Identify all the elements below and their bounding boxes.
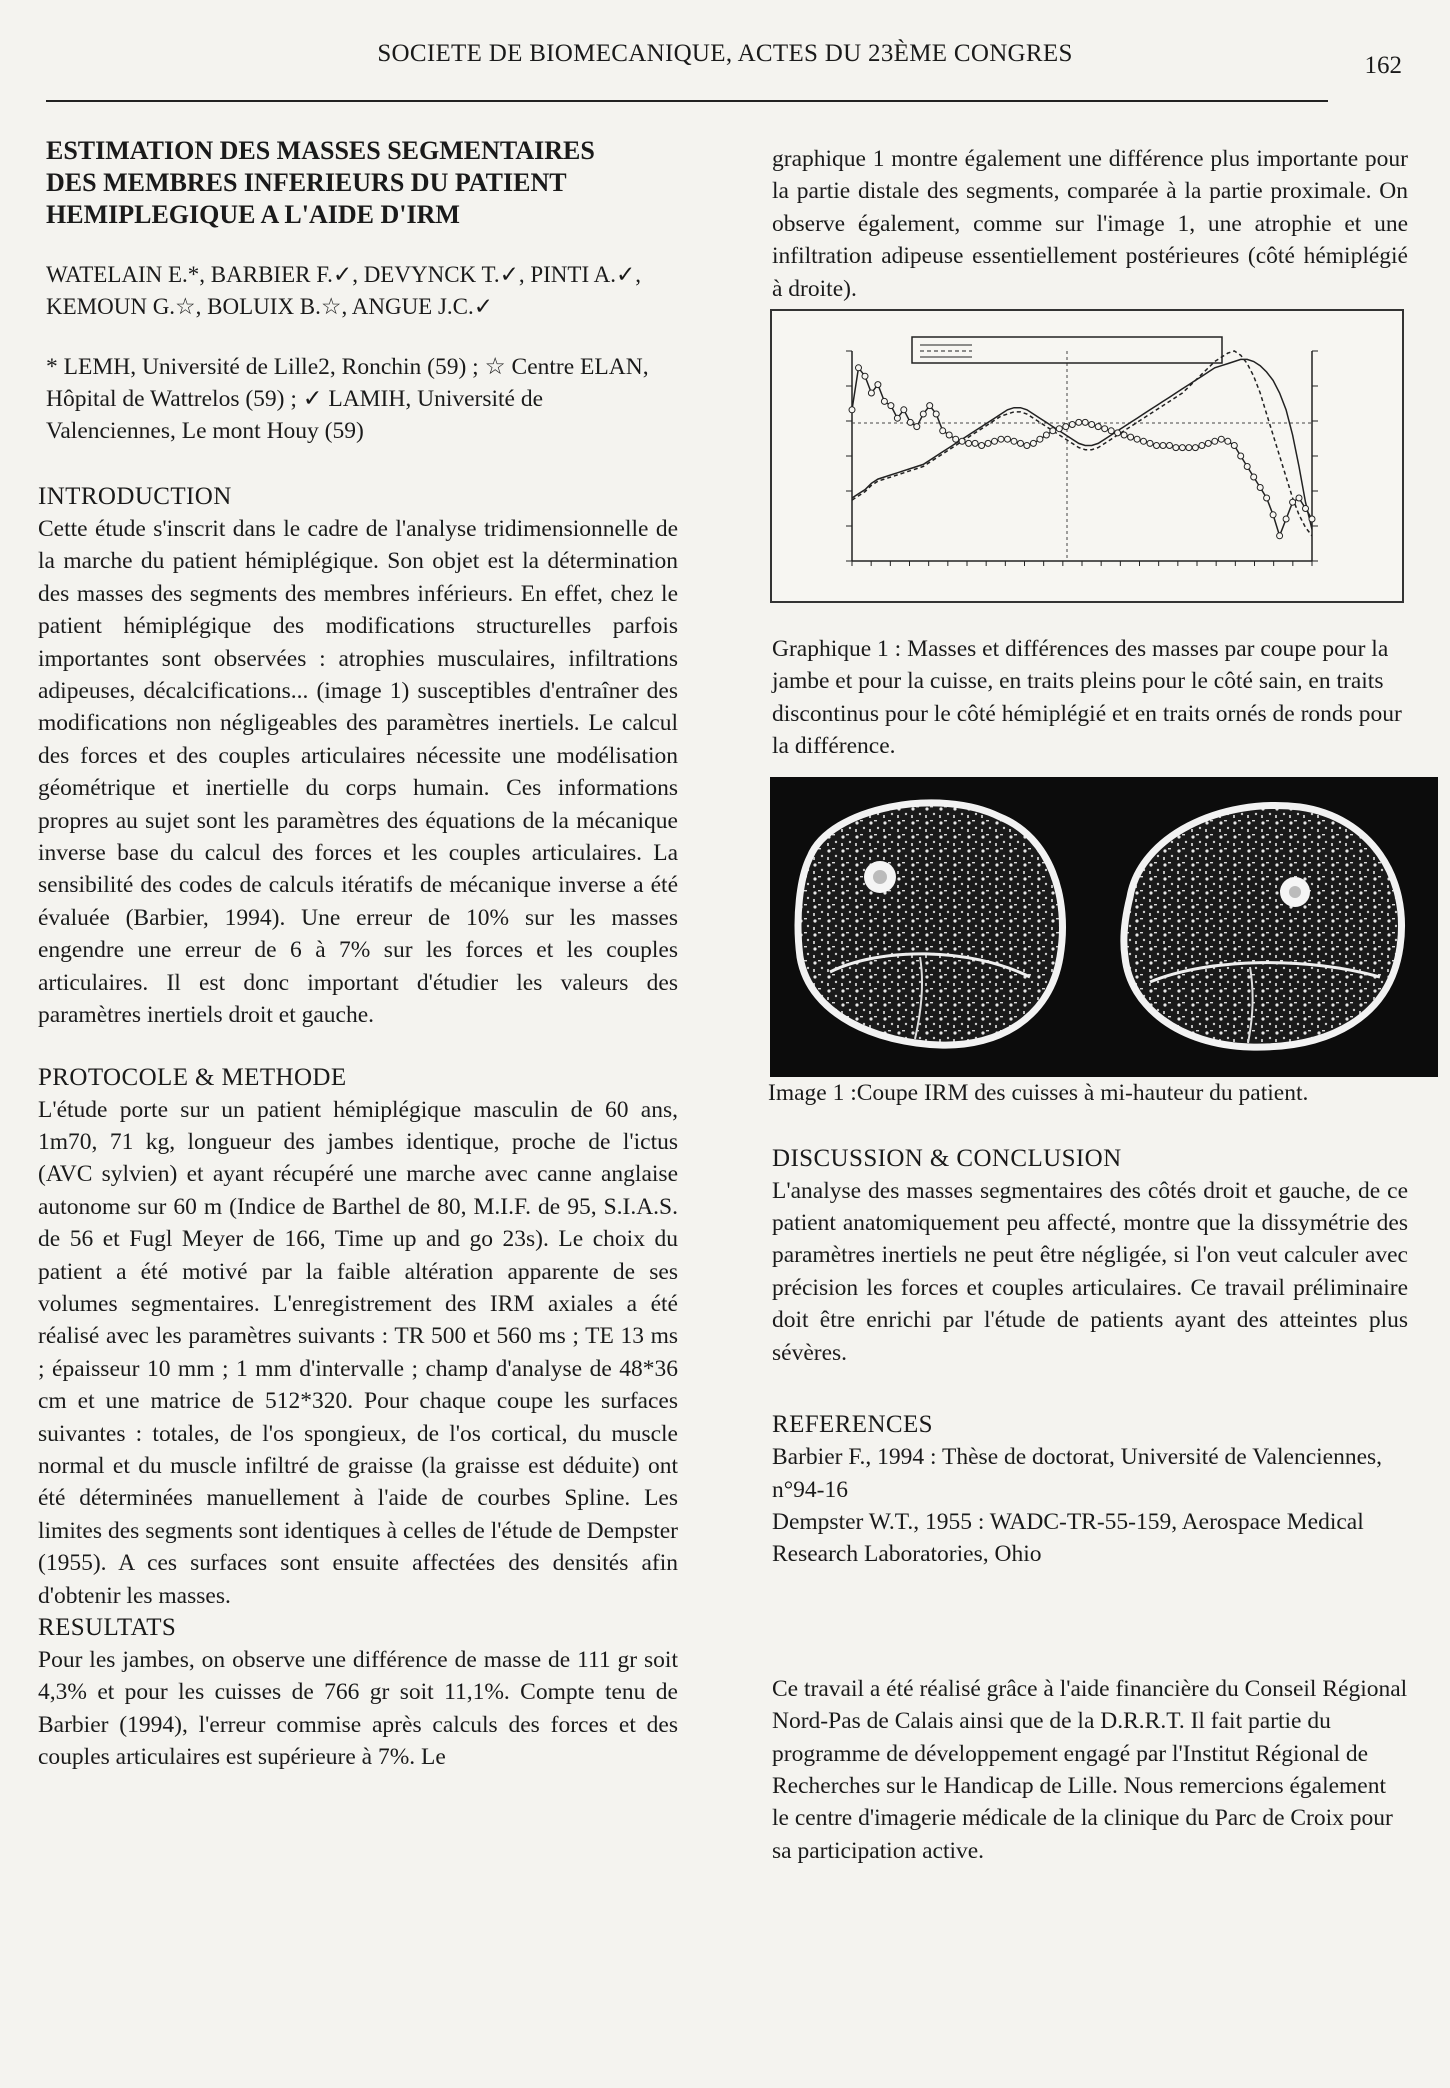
- data-point: [1231, 443, 1237, 449]
- data-point: [875, 382, 881, 388]
- left-thigh-section: [798, 803, 1062, 1045]
- data-point: [1186, 445, 1192, 451]
- data-point: [1018, 440, 1024, 446]
- results-text-continued: graphique 1 montre également une différence plus importante pour la partie distale des segments, comparée à la partie proximale. On observe également, comme sur l'image 1, une atrophie et une infiltration adipeuse essentiellement postérieures (côté hémiplégié à droite).: [772, 146, 1408, 302]
- data-point: [1030, 440, 1036, 446]
- figure-chart: [770, 309, 1404, 603]
- chart-svg: [772, 311, 1402, 601]
- data-point: [894, 415, 900, 421]
- reference-item: Barbier F., 1994 : Thèse de doctorat, Université de Valenciennes, n°94-16: [772, 1444, 1383, 1503]
- data-point: [1121, 432, 1127, 438]
- data-point: [1050, 428, 1056, 434]
- left-column: [38, 135, 678, 1774]
- data-point: [849, 407, 855, 413]
- data-point: [1160, 443, 1166, 449]
- protocol-heading: PROTOCOLE & METHODE: [38, 1063, 347, 1091]
- data-point: [1037, 436, 1043, 442]
- data-point: [1134, 436, 1140, 442]
- data-point: [1115, 430, 1121, 436]
- data-point: [1199, 443, 1205, 449]
- data-point: [856, 365, 862, 371]
- data-point: [953, 436, 959, 442]
- data-point: [927, 403, 933, 409]
- data-point: [868, 390, 874, 396]
- data-point: [1212, 438, 1218, 444]
- right-column: [768, 143, 1408, 1867]
- introduction-heading: INTRODUCTION: [38, 483, 232, 510]
- data-point: [940, 428, 946, 434]
- references-list: [772, 1441, 1408, 1571]
- acknowledgement: Ce travail a été réalisé grâce à l'aide financière du Conseil Régional Nord-Pas de Calais ainsi que de la D.R.R.T. Il fait partie du programme de développement engagé par l'Institut Régional de Recherches sur le Handicap de Lille. Nous remercions également le centre d'imagerie médicale de la clinique du Parc de Croix pour sa participation active.: [772, 1675, 1408, 1864]
- series-line-dashed: [852, 351, 1312, 536]
- data-point: [1076, 419, 1082, 425]
- page-number: 162: [1364, 52, 1402, 79]
- results-text: Pour les jambes, on observe une différence de masse de 111 gr soit 4,3% et pour les cuisses de 766 gr soit 11,1%. Compte tenu de Barbier (1994), l'erreur commise après calculs des forces et des couples articulaires est supérieure à 7%. Le: [38, 1647, 678, 1771]
- data-point: [1238, 453, 1244, 459]
- data-point: [933, 411, 939, 417]
- data-point: [1089, 422, 1095, 428]
- data-point: [985, 440, 991, 446]
- discussion-heading: DISCUSSION & CONCLUSION: [772, 1144, 1122, 1172]
- mri-caption: Image 1 :Coupe IRM des cuisses à mi-hauteur du patient.: [768, 1079, 1309, 1106]
- references-heading: REFERENCES: [772, 1411, 933, 1439]
- results-heading: RESULTATS: [38, 1614, 177, 1641]
- data-point: [1277, 533, 1283, 539]
- data-point: [979, 443, 985, 449]
- affiliations: * LEMH, Université de Lille2, Ronchin (59) ; ☆ Centre ELAN, Hôpital de Wattrelos (59) ; ✓ LAMIH, Université de Valenciennes, Le mont Houy (59): [46, 354, 649, 444]
- data-point: [1011, 438, 1017, 444]
- data-point: [1309, 516, 1315, 522]
- figure-mri-image: [770, 777, 1438, 1077]
- series-line-circles: [852, 368, 1312, 536]
- data-point: [1108, 428, 1114, 434]
- data-point: [1043, 432, 1049, 438]
- data-point: [888, 403, 894, 409]
- data-point: [998, 436, 1004, 442]
- protocol-text: L'étude porte sur un patient hémiplégique masculin de 60 ans, 1m70, 71 kg, longueur des jambes identique, proche de l'ictus (AVC sylvien) et ayant récupéré une marche avec canne anglaise autonome sur 60 m (Indice de Barthel de 80, M.I.F. de 95, S.I.A.S. de 56 et Fugl Meyer de 166, Time up and go 23s). Le choix du patient a été motivé par la faible altération apparente de ses volumes segmentaires. L'enregistrement des IRM axiales a été réalisé avec les paramètres suivants : TR 500 et 560 ms ; TE 13 ms ; épaisseur 10 mm ; 1 mm d'intervalle ; champ d'analyse de 48*36 cm et une matrice de 512*320. Pour chaque coupe les surfaces suivantes : totales, de l'os spongieux, de l'os cortical, du muscle normal et du muscle infiltré de graisse (la graisse est déduite) ont été déterminées manuellement à l'aide de courbes Spline. Les limites des segments sont identiques à celles de l'étude de Dempster (1955). A ces surfaces sont ensuite affectées des densités afin d'obtenir les masses.: [38, 1096, 678, 1609]
- right-thigh-section: [1124, 805, 1402, 1047]
- chart-caption: Graphique 1 : Masses et différences des masses par coupe pour la jambe et pour la cuisse, en traits pleins pour le côté sain, en traits discontinus pour le côté hémiplégié et en traits ornés de ronds pour la différence.: [772, 636, 1402, 760]
- data-point: [1128, 434, 1134, 440]
- data-point: [1167, 443, 1173, 449]
- data-point: [1270, 512, 1276, 518]
- data-point: [1154, 443, 1160, 449]
- data-point: [1147, 440, 1153, 446]
- data-point: [1257, 485, 1263, 491]
- data-point: [972, 440, 978, 446]
- data-point: [992, 438, 998, 444]
- data-point: [1218, 436, 1224, 442]
- data-point: [881, 398, 887, 404]
- data-point: [901, 407, 907, 413]
- data-point: [1005, 436, 1011, 442]
- data-point: [1069, 422, 1075, 428]
- data-point: [914, 424, 920, 430]
- mri-thigh-sections: [770, 777, 1438, 1077]
- data-point: [1283, 516, 1289, 522]
- introduction-text: Cette étude s'inscrit dans le cadre de l'analyse tridimensionnelle de la marche du patient hémiplégique. Son objet est la détermination des masses des segments des membres inférieurs. En effet, chez le patient hémiplégique des modifications structurelles parfois importantes sont observées : atrophies musculaires, infiltrations adipeuses, décalcifications... (image 1) susceptibles d'entraîner des modifications non négligeables des paramètres inertiels. Le calcul des forces et des couples articulaires nécessite une modélisation géométrique et inertielle du corps humain. Ces informations propres au sujet sont les paramètres des équations de la mécanique inverse base du calcul des forces et les couples articulaires. La sensibilité des codes de calculs itératifs de mécanique inverse a été évaluée (Barbier, 1994). Une erreur de 10% sur les masses engendre une erreur de 6 à 7% sur les forces et les couples articulaires. Il est donc important d'étudier les valeurs des paramètres inertiels droit et gauche.: [38, 516, 678, 1029]
- header-rule: [46, 100, 1328, 102]
- data-point: [1102, 426, 1108, 432]
- series-line-solid: [852, 359, 1312, 529]
- data-point: [862, 373, 868, 379]
- data-point: [1173, 445, 1179, 451]
- data-point: [1024, 443, 1030, 449]
- data-point: [1179, 445, 1185, 451]
- data-point: [1303, 506, 1309, 512]
- data-point: [959, 438, 965, 444]
- data-point: [1141, 438, 1147, 444]
- data-point: [907, 419, 913, 425]
- data-point: [1095, 424, 1101, 430]
- data-point: [1205, 440, 1211, 446]
- data-point: [1290, 499, 1296, 505]
- running-head: SOCIETE DE BIOMECANIQUE, ACTES DU 23ÈME CONGRES: [377, 40, 1073, 67]
- data-point: [946, 432, 952, 438]
- data-point: [1244, 464, 1250, 470]
- data-point: [1063, 424, 1069, 430]
- discussion-text: L'analyse des masses segmentaires des côtés droit et gauche, de ce patient anatomiquement peu affecté, montre que la dissymétrie des paramètres inertiels ne peut être négligée, si l'on veut calculer avec précision les forces et couples articulaires. Ce travail préliminaire doit être enrichi par l'étude de patients ayant des atteintes plus sévères.: [772, 1177, 1408, 1366]
- data-point: [1296, 495, 1302, 501]
- data-point: [920, 411, 926, 417]
- author-list: WATELAIN E.*, BARBIER F.✓, DEVYNCK T.✓, PINTI A.✓, KEMOUN G.☆, BOLUIX B.☆, ANGUE J.C.✓: [46, 262, 641, 319]
- data-point: [1082, 419, 1088, 425]
- data-point: [1251, 474, 1257, 480]
- data-point: [966, 440, 972, 446]
- data-point: [1225, 438, 1231, 444]
- article-title: ESTIMATION DES MASSES SEGMENTAIRES DES MEMBRES INFERIEURS DU PATIENT HEMIPLEGIQUE A L'AIDE D'IRM: [46, 136, 595, 229]
- data-point: [1192, 445, 1198, 451]
- data-point: [1264, 495, 1270, 501]
- reference-item: Dempster W.T., 1955 : WADC-TR-55-159, Aerospace Medical Research Laboratories, Ohio: [772, 1508, 1364, 1568]
- data-point: [1056, 426, 1062, 432]
